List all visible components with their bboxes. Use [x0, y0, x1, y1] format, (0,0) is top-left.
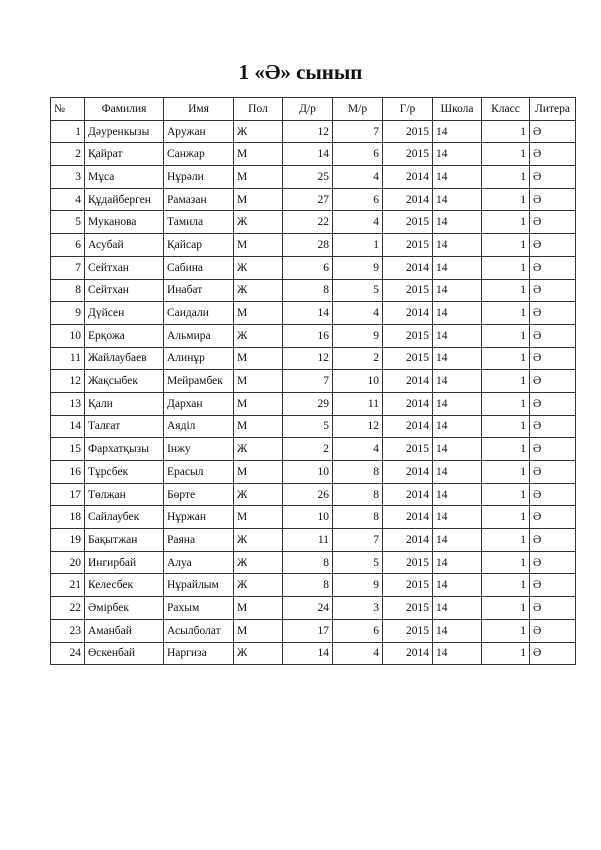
row-number: 10 — [51, 324, 85, 347]
table-row — [51, 574, 576, 597]
row-number: 5 — [51, 211, 85, 234]
surname-cell: Қали — [85, 392, 164, 415]
birth-day-cell: 8 — [283, 279, 333, 302]
letter-cell: Ә — [530, 529, 576, 552]
school-cell: 14 — [433, 234, 482, 257]
school-cell: 14 — [433, 551, 482, 574]
surname-cell: Асубай — [85, 234, 164, 257]
letter-cell: Ә — [530, 302, 576, 325]
gender-cell: Ж — [234, 120, 283, 143]
table-row — [51, 347, 576, 370]
birth-month-cell: 7 — [333, 120, 383, 143]
gender-cell: М — [234, 619, 283, 642]
name-cell: Нұрәли — [164, 166, 234, 189]
birth-day-cell: 17 — [283, 619, 333, 642]
letter-cell: Ә — [530, 483, 576, 506]
school-cell: 14 — [433, 483, 482, 506]
table-row — [51, 619, 576, 642]
birth-day-cell: 14 — [283, 143, 333, 166]
gender-cell: Ж — [234, 279, 283, 302]
surname-cell: Сайлаубек — [85, 506, 164, 529]
birth-year-cell: 2015 — [383, 438, 433, 461]
birth-day-cell: 5 — [283, 415, 333, 438]
name-cell: Інжу — [164, 438, 234, 461]
table-row — [51, 324, 576, 347]
name-cell: Мейрамбек — [164, 370, 234, 393]
name-cell: Саидали — [164, 302, 234, 325]
birth-month-cell: 5 — [333, 551, 383, 574]
birth-month-cell: 8 — [333, 483, 383, 506]
name-cell: Ерасыл — [164, 461, 234, 484]
birth-day-cell: 10 — [283, 461, 333, 484]
row-number: 7 — [51, 256, 85, 279]
school-cell: 14 — [433, 461, 482, 484]
birth-day-cell: 14 — [283, 302, 333, 325]
class-cell: 1 — [482, 574, 530, 597]
table-row — [51, 120, 576, 143]
school-cell: 14 — [433, 324, 482, 347]
school-cell: 14 — [433, 302, 482, 325]
row-number: 2 — [51, 143, 85, 166]
name-cell: Аяділ — [164, 415, 234, 438]
birth-day-cell: 22 — [283, 211, 333, 234]
letter-cell: Ә — [530, 324, 576, 347]
gender-cell: Ж — [234, 529, 283, 552]
birth-year-cell: 2014 — [383, 302, 433, 325]
birth-month-cell: 4 — [333, 642, 383, 665]
gender-cell: М — [234, 597, 283, 620]
school-cell: 14 — [433, 529, 482, 552]
letter-cell: Ә — [530, 347, 576, 370]
header-school: Школа — [433, 98, 482, 121]
birth-day-cell: 28 — [283, 234, 333, 257]
gender-cell: Ж — [234, 483, 283, 506]
birth-day-cell: 26 — [283, 483, 333, 506]
table-row — [51, 483, 576, 506]
row-number: 21 — [51, 574, 85, 597]
class-cell: 1 — [482, 279, 530, 302]
birth-year-cell: 2015 — [383, 324, 433, 347]
letter-cell: Ә — [530, 279, 576, 302]
row-number: 3 — [51, 166, 85, 189]
letter-cell: Ә — [530, 234, 576, 257]
letter-cell: Ә — [530, 506, 576, 529]
row-number: 1 — [51, 120, 85, 143]
table-body — [51, 120, 576, 665]
header-birth-month: М/р — [333, 98, 383, 121]
birth-year-cell: 2014 — [383, 256, 433, 279]
birth-month-cell: 5 — [333, 279, 383, 302]
header-letter: Литера — [530, 98, 576, 121]
header-birth-year: Г/р — [383, 98, 433, 121]
name-cell: Алуа — [164, 551, 234, 574]
school-cell: 14 — [433, 279, 482, 302]
class-cell: 1 — [482, 506, 530, 529]
surname-cell: Жайлаубаев — [85, 347, 164, 370]
gender-cell: М — [234, 234, 283, 257]
gender-cell: М — [234, 347, 283, 370]
table-row — [51, 506, 576, 529]
surname-cell: Мұса — [85, 166, 164, 189]
class-cell: 1 — [482, 370, 530, 393]
school-cell: 14 — [433, 392, 482, 415]
row-number: 19 — [51, 529, 85, 552]
school-cell: 14 — [433, 211, 482, 234]
surname-cell: Жақсыбек — [85, 370, 164, 393]
school-cell: 14 — [433, 642, 482, 665]
class-cell: 1 — [482, 483, 530, 506]
letter-cell: Ә — [530, 619, 576, 642]
name-cell: Асылболат — [164, 619, 234, 642]
surname-cell: Қайрат — [85, 143, 164, 166]
birth-year-cell: 2015 — [383, 347, 433, 370]
birth-day-cell: 14 — [283, 642, 333, 665]
letter-cell: Ә — [530, 415, 576, 438]
letter-cell: Ә — [530, 574, 576, 597]
row-number: 13 — [51, 392, 85, 415]
surname-cell: Фархатқызы — [85, 438, 164, 461]
school-cell: 14 — [433, 347, 482, 370]
class-cell: 1 — [482, 461, 530, 484]
surname-cell: Сейтхан — [85, 256, 164, 279]
surname-cell: Тұрсбек — [85, 461, 164, 484]
letter-cell: Ә — [530, 211, 576, 234]
name-cell: Рамазан — [164, 188, 234, 211]
school-cell: 14 — [433, 143, 482, 166]
table-row — [51, 256, 576, 279]
table-row — [51, 392, 576, 415]
surname-cell: Әмірбек — [85, 597, 164, 620]
row-number: 8 — [51, 279, 85, 302]
gender-cell: Ж — [234, 256, 283, 279]
name-cell: Альмира — [164, 324, 234, 347]
gender-cell: Ж — [234, 324, 283, 347]
birth-month-cell: 7 — [333, 529, 383, 552]
birth-day-cell: 7 — [283, 370, 333, 393]
surname-cell: Талғат — [85, 415, 164, 438]
birth-year-cell: 2015 — [383, 143, 433, 166]
birth-year-cell: 2015 — [383, 211, 433, 234]
row-number: 15 — [51, 438, 85, 461]
birth-month-cell: 6 — [333, 143, 383, 166]
birth-year-cell: 2014 — [383, 392, 433, 415]
gender-cell: М — [234, 166, 283, 189]
school-cell: 14 — [433, 256, 482, 279]
surname-cell: Төлжан — [85, 483, 164, 506]
birth-day-cell: 25 — [283, 166, 333, 189]
birth-year-cell: 2014 — [383, 166, 433, 189]
birth-month-cell: 9 — [333, 574, 383, 597]
birth-day-cell: 2 — [283, 438, 333, 461]
table-row — [51, 642, 576, 665]
letter-cell: Ә — [530, 120, 576, 143]
class-cell: 1 — [482, 347, 530, 370]
class-cell: 1 — [482, 415, 530, 438]
table-row — [51, 597, 576, 620]
surname-cell: Муканова — [85, 211, 164, 234]
birth-day-cell: 12 — [283, 347, 333, 370]
letter-cell: Ә — [530, 166, 576, 189]
row-number: 17 — [51, 483, 85, 506]
table-row — [51, 302, 576, 325]
birth-year-cell: 2014 — [383, 529, 433, 552]
gender-cell: М — [234, 392, 283, 415]
row-number: 22 — [51, 597, 85, 620]
gender-cell: М — [234, 370, 283, 393]
birth-year-cell: 2014 — [383, 370, 433, 393]
surname-cell: Бақытжан — [85, 529, 164, 552]
header-class: Класс — [482, 98, 530, 121]
letter-cell: Ә — [530, 597, 576, 620]
header-surname: Фамилия — [85, 98, 164, 121]
birth-month-cell: 9 — [333, 324, 383, 347]
header-name: Имя — [164, 98, 234, 121]
birth-month-cell: 8 — [333, 506, 383, 529]
surname-cell: Дүйсен — [85, 302, 164, 325]
name-cell: Наргиза — [164, 642, 234, 665]
letter-cell: Ә — [530, 461, 576, 484]
table-row — [51, 551, 576, 574]
name-cell: Алинұр — [164, 347, 234, 370]
school-cell: 14 — [433, 506, 482, 529]
birth-year-cell: 2015 — [383, 120, 433, 143]
school-cell: 14 — [433, 166, 482, 189]
birth-year-cell: 2014 — [383, 483, 433, 506]
row-number: 6 — [51, 234, 85, 257]
name-cell: Раяна — [164, 529, 234, 552]
row-number: 23 — [51, 619, 85, 642]
surname-cell: Аманбай — [85, 619, 164, 642]
class-cell: 1 — [482, 302, 530, 325]
name-cell: Бөрте — [164, 483, 234, 506]
name-cell: Рахым — [164, 597, 234, 620]
surname-cell: Сейтхан — [85, 279, 164, 302]
name-cell: Дархан — [164, 392, 234, 415]
school-cell: 14 — [433, 619, 482, 642]
surname-cell: Келесбек — [85, 574, 164, 597]
gender-cell: Ж — [234, 642, 283, 665]
birth-month-cell: 12 — [333, 415, 383, 438]
birth-month-cell: 9 — [333, 256, 383, 279]
name-cell: Тамила — [164, 211, 234, 234]
surname-cell: Ерқожа — [85, 324, 164, 347]
school-cell: 14 — [433, 574, 482, 597]
birth-year-cell: 2015 — [383, 574, 433, 597]
class-cell: 1 — [482, 166, 530, 189]
surname-cell: Дәуренкызы — [85, 120, 164, 143]
name-cell: Инабат — [164, 279, 234, 302]
class-cell: 1 — [482, 619, 530, 642]
letter-cell: Ә — [530, 392, 576, 415]
gender-cell: М — [234, 302, 283, 325]
birth-year-cell: 2015 — [383, 551, 433, 574]
birth-year-cell: 2014 — [383, 461, 433, 484]
class-cell: 1 — [482, 324, 530, 347]
row-number: 16 — [51, 461, 85, 484]
birth-month-cell: 11 — [333, 392, 383, 415]
page-title: 1 «Ә» сынып — [238, 60, 363, 84]
birth-day-cell: 11 — [283, 529, 333, 552]
gender-cell: Ж — [234, 551, 283, 574]
school-cell: 14 — [433, 120, 482, 143]
name-cell: Нұржан — [164, 506, 234, 529]
gender-cell: Ж — [234, 574, 283, 597]
school-cell: 14 — [433, 438, 482, 461]
birth-day-cell: 8 — [283, 551, 333, 574]
students-table — [50, 97, 576, 665]
birth-month-cell: 6 — [333, 619, 383, 642]
header-number: № — [51, 98, 85, 121]
name-cell: Санжар — [164, 143, 234, 166]
class-cell: 1 — [482, 529, 530, 552]
table-row — [51, 211, 576, 234]
table-row — [51, 188, 576, 211]
birth-day-cell: 27 — [283, 188, 333, 211]
letter-cell: Ә — [530, 143, 576, 166]
surname-cell: Ингирбай — [85, 551, 164, 574]
letter-cell: Ә — [530, 370, 576, 393]
header-row — [51, 98, 576, 121]
class-cell: 1 — [482, 256, 530, 279]
birth-day-cell: 6 — [283, 256, 333, 279]
table-row — [51, 143, 576, 166]
letter-cell: Ә — [530, 188, 576, 211]
gender-cell: М — [234, 143, 283, 166]
class-cell: 1 — [482, 211, 530, 234]
birth-day-cell: 8 — [283, 574, 333, 597]
birth-year-cell: 2015 — [383, 279, 433, 302]
birth-year-cell: 2014 — [383, 415, 433, 438]
birth-month-cell: 4 — [333, 438, 383, 461]
gender-cell: М — [234, 415, 283, 438]
class-cell: 1 — [482, 143, 530, 166]
class-cell: 1 — [482, 642, 530, 665]
class-cell: 1 — [482, 438, 530, 461]
letter-cell: Ә — [530, 438, 576, 461]
birth-month-cell: 4 — [333, 302, 383, 325]
school-cell: 14 — [433, 370, 482, 393]
header-birth-day: Д/р — [283, 98, 333, 121]
birth-day-cell: 12 — [283, 120, 333, 143]
class-cell: 1 — [482, 188, 530, 211]
class-cell: 1 — [482, 551, 530, 574]
surname-cell: Құдайберген — [85, 188, 164, 211]
birth-month-cell: 6 — [333, 188, 383, 211]
birth-year-cell: 2014 — [383, 506, 433, 529]
class-cell: 1 — [482, 120, 530, 143]
birth-year-cell: 2015 — [383, 619, 433, 642]
row-number: 12 — [51, 370, 85, 393]
birth-month-cell: 10 — [333, 370, 383, 393]
table-row — [51, 370, 576, 393]
birth-month-cell: 4 — [333, 166, 383, 189]
school-cell: 14 — [433, 415, 482, 438]
gender-cell: Ж — [234, 438, 283, 461]
birth-day-cell: 29 — [283, 392, 333, 415]
row-number: 4 — [51, 188, 85, 211]
name-cell: Сабина — [164, 256, 234, 279]
birth-day-cell: 16 — [283, 324, 333, 347]
gender-cell: Ж — [234, 211, 283, 234]
row-number: 14 — [51, 415, 85, 438]
letter-cell: Ә — [530, 256, 576, 279]
header-gender: Пол — [234, 98, 283, 121]
birth-day-cell: 24 — [283, 597, 333, 620]
gender-cell: М — [234, 461, 283, 484]
birth-month-cell: 8 — [333, 461, 383, 484]
table-row — [51, 529, 576, 552]
name-cell: Қайсар — [164, 234, 234, 257]
letter-cell: Ә — [530, 642, 576, 665]
name-cell: Нұрайлым — [164, 574, 234, 597]
gender-cell: М — [234, 506, 283, 529]
name-cell: Аружан — [164, 120, 234, 143]
birth-month-cell: 3 — [333, 597, 383, 620]
surname-cell: Өскенбай — [85, 642, 164, 665]
table-row — [51, 461, 576, 484]
birth-year-cell: 2015 — [383, 234, 433, 257]
letter-cell: Ә — [530, 551, 576, 574]
table-row — [51, 166, 576, 189]
class-cell: 1 — [482, 392, 530, 415]
birth-year-cell: 2014 — [383, 642, 433, 665]
birth-day-cell: 10 — [283, 506, 333, 529]
school-cell: 14 — [433, 188, 482, 211]
row-number: 18 — [51, 506, 85, 529]
table-row — [51, 279, 576, 302]
row-number: 24 — [51, 642, 85, 665]
row-number: 20 — [51, 551, 85, 574]
row-number: 9 — [51, 302, 85, 325]
birth-year-cell: 2015 — [383, 597, 433, 620]
birth-year-cell: 2014 — [383, 188, 433, 211]
table-row — [51, 415, 576, 438]
school-cell: 14 — [433, 597, 482, 620]
class-cell: 1 — [482, 234, 530, 257]
gender-cell: М — [234, 188, 283, 211]
row-number: 11 — [51, 347, 85, 370]
table-row — [51, 438, 576, 461]
birth-month-cell: 2 — [333, 347, 383, 370]
birth-month-cell: 4 — [333, 211, 383, 234]
table-row — [51, 234, 576, 257]
class-cell: 1 — [482, 597, 530, 620]
birth-month-cell: 1 — [333, 234, 383, 257]
